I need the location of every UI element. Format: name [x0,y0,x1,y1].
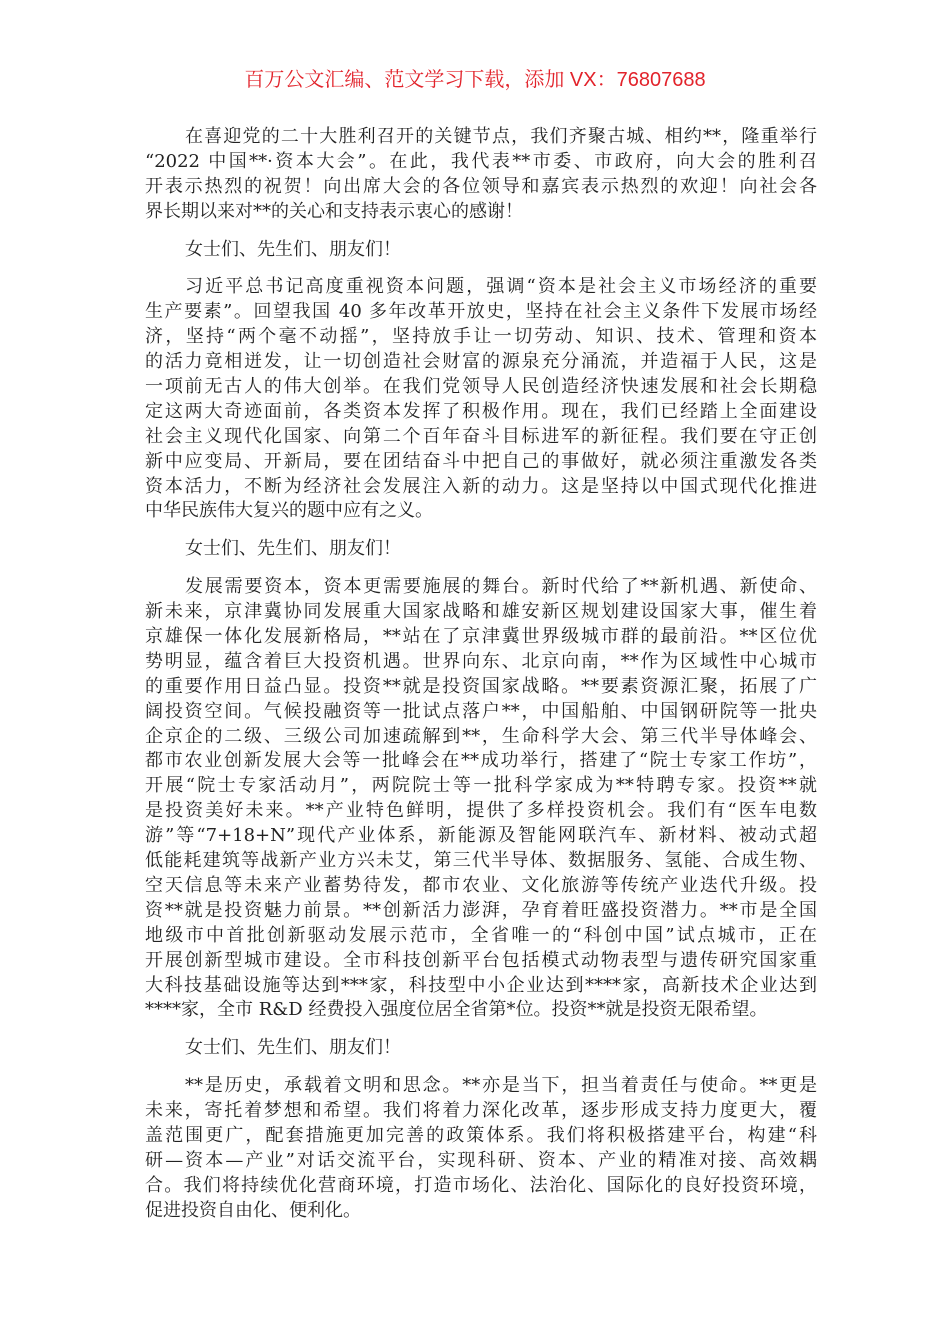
text-line: 在喜迎党的二十大胜利召开的关键节点，我们齐聚古城、相约**，隆重举行 [185,126,817,147]
text-line: 生产要素”。回望我国 40 多年改革开放史，坚持在社会主义条件下发展市场经 [145,301,817,323]
greeting-paragraph [145,537,817,562]
text-line: 一项前无古人的伟大创举。在我们党领导人民创造经济快速发展和社会长期稳 [145,376,817,398]
body-paragraph [145,575,817,1023]
text-line: 势明显，蕴含着巨大投资机遇。世界向东、北京向南，**作为区域性中心城市 [145,650,817,672]
text-line: 京雄保一体化发展新格局，**站在了京津冀世界级城市群的最前沿。**区位优 [145,626,817,648]
text-line: 是投资美好未来。**产业特色鲜明，提供了多样投资机会。我们有“医车电数 [145,800,817,822]
text-line: 社会主义现代化国家、向第二个百年奋斗目标进军的新征程。我们要在守正创 [145,425,817,447]
watermark-header: 百万公文汇编、范文学习下载，添加 VX：76807688 [244,69,706,91]
text-line: “2022 中国**·资本大会”。在此，我代表**市委、市政府，向大会的胜利召 [145,150,817,172]
text-line: 都市农业创新发展大会等一批峰会在**成功举行，搭建了“院士专家工作坊”， [145,750,817,772]
text-line: 合。我们将持续优化营商环境，打造市场化、法治化、国际化的良好投资环境， [145,1174,817,1196]
document-body [145,125,817,1237]
text-line: 大科技基础设施等达到***家，科技型中小企业达到****家，高新技术企业达到 [145,974,817,996]
body-paragraph [145,125,817,225]
text-line: 开展创新型城市建设。全市科技创新平台包括模式动物表型与遗传研究国家重 [145,949,817,971]
text-line: 开展“院士专家活动月”，两院院士等一批科学家成为**特聘专家。投资**就 [145,775,817,797]
text-line: 中华民族伟大复兴的题中应有之义。 [145,500,433,522]
text-line: 空天信息等未来产业蓄势待发，都市农业、文化旅游等传统产业迭代升级。投 [145,874,817,896]
body-paragraph [145,1074,817,1223]
text-line: 新未来，京津冀协同发展重大国家战略和雄安新区规划建设国家大事，催生着 [145,601,817,623]
text-line: 女士们、先生们、朋友们！ [185,1037,401,1059]
text-line: 女士们、先生们、朋友们！ [185,238,401,260]
text-line: 界长期以来对**的关心和支持表示衷心的感谢！ [145,200,523,222]
text-line: 未来，寄托着梦想和希望。我们将着力深化改革，逐步形成支持力度更大，覆 [145,1100,817,1122]
text-line: 新中应变局、开新局，要在团结奋斗中把自己的事做好，就必须注重激发各类 [145,450,817,472]
text-line: 游”等“7+18+N”现代产业体系，新能源及智能网联汽车、新材料、被动式超 [145,825,817,847]
greeting-paragraph [145,238,817,263]
text-line: 资**就是投资魅力前景。**创新活力澎湃，孕育着旺盛投资潜力。**市是全国 [145,899,817,921]
text-line: ****家，全市 R&D 经费投入强度位居全省第*位。投资**就是投资无限希望。 [145,999,768,1021]
text-line: 济，坚持“两个毫不动摇”，坚持放手让一切劳动、知识、技术、管理和资本 [145,326,817,348]
greeting-paragraph [145,1036,817,1061]
text-line: 发展需要资本，资本更需要施展的舞台。新时代给了**新机遇、新使命、 [185,576,817,598]
text-line: 资本活力，不断为经济社会发展注入新的动力。这是坚持以中国式现代化推进 [145,475,817,497]
text-line: 阔投资空间。气候投融资等一批试点落户**，中国船舶、中国钢研院等一批央 [145,700,817,722]
text-line: 开表示热烈的祝贺！向出席大会的各位领导和嘉宾表示热烈的欢迎！向社会各 [145,175,817,197]
text-line: 盖范围更广，配套措施更加完善的政策体系。我们将积极搭建平台，构建“科 [145,1124,817,1146]
text-line: 女士们、先生们、朋友们！ [185,538,401,560]
text-line: 研—资本—产业”对话交流平台，实现科研、资本、产业的精准对接、高效耦 [145,1149,817,1171]
body-paragraph [145,275,817,524]
text-line: 企京企的二级、三级公司加速疏解到**，生命科学大会、第三代半导体峰会、 [145,725,817,747]
text-line: 促进投资自由化、便利化。 [145,1199,361,1221]
text-line: 的活力竟相迸发，让一切创造社会财富的源泉充分涌流，并造福于人民，这是 [145,351,817,373]
text-line: **是历史，承载着文明和思念。**亦是当下，担当着责任与使命。**更是 [185,1075,817,1097]
text-line: 定这两大奇迹面前，各类资本发挥了积极作用。现在，我们已经踏上全面建设 [145,400,817,422]
text-line: 的重要作用日益凸显。投资**就是投资国家战略。**要素资源汇聚，拓展了广 [145,675,817,697]
text-line: 低能耗建筑等战新产业方兴未艾，第三代半导体、数据服务、氢能、合成生物、 [145,850,817,872]
text-line: 习近平总书记高度重视资本问题，强调“资本是社会主义市场经济的重要 [185,276,817,298]
text-line: 地级市中首批创新驱动发展示范市，全省唯一的“科创中国”试点城市，正在 [145,924,817,946]
